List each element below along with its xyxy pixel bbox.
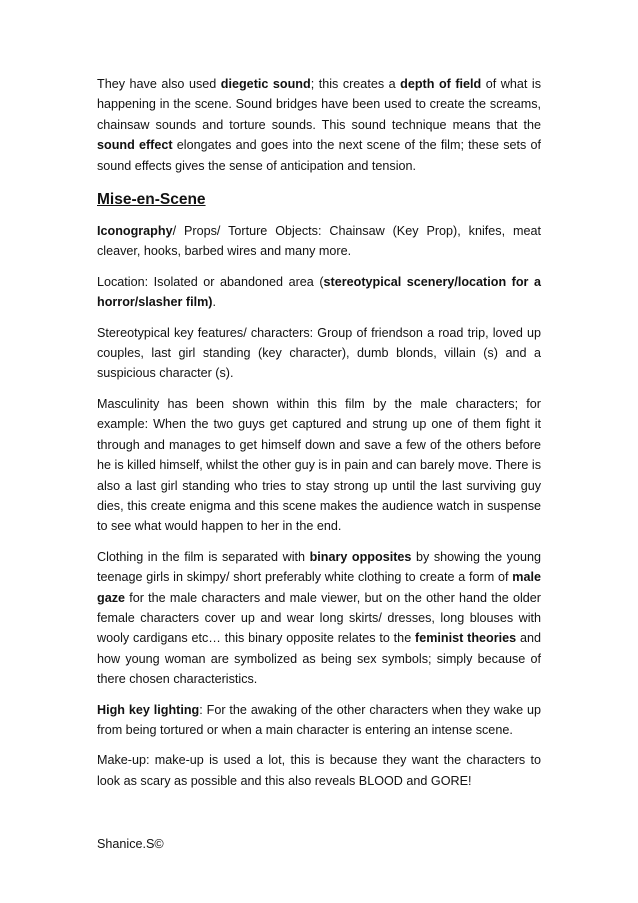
paragraph-key-features: Stereotypical key features/ characters: Group of friendson a road trip, loved up couples, last girl standing (key character), dumb blonds, villain (s) and a suspicious character (s). xyxy=(97,325,541,381)
text-run: Clothing in the film is separated with xyxy=(97,549,310,564)
bold-term: male gaze xyxy=(97,570,541,605)
paragraph-location xyxy=(97,272,541,313)
author-footer: Shanice.S© xyxy=(97,837,164,851)
bold-term: depth of field xyxy=(400,77,482,91)
text-run: for the male characters and male viewer, but on the other hand the older female characters cover up and wear long skirts/ dresses, long blouses with wooly cardigans etc… this binary opposite relates to the xyxy=(97,590,541,646)
bold-term: sound effect xyxy=(97,138,173,153)
text-run: by showing the young teenage girls in skimpy/ short preferably white clothing to create a form of xyxy=(97,549,541,585)
bold-term: stereotypical scenery/location for a horror/slasher film) xyxy=(97,274,541,310)
paragraph-diegetic-sound xyxy=(97,74,541,176)
bold-term: High key lighting xyxy=(97,702,200,717)
text-run: : For the awaking of the other characters when they wake up from being tortured or when a main character is entering an intense scene. xyxy=(97,702,542,737)
bold-term: diegetic sound xyxy=(220,77,311,91)
bold-term: binary opposites xyxy=(309,549,412,564)
bold-term: feminist theories xyxy=(415,631,517,646)
paragraph-iconography xyxy=(97,221,541,262)
text-run: and how young woman are symbolized as being sex symbols; simply because of there chosen characteristics. xyxy=(97,631,542,687)
document-body xyxy=(97,74,541,801)
text-run: of what is happening in the scene. Sound bridges have been used to create the screams, chainsaw sounds and torture sounds. This sound technique means that the xyxy=(97,77,541,132)
text-run: They have also used xyxy=(97,77,221,91)
bold-term: Iconography xyxy=(97,224,173,239)
paragraph-clothing xyxy=(97,547,541,690)
text-run: . xyxy=(212,295,216,310)
paragraph-make-up: Make-up: make-up is used a lot, this is because they want the characters to look as scary as possible and this also reveals BLOOD and GORE! xyxy=(97,753,541,788)
paragraph-masculinity: Masculinity has been shown within this film by the male characters; for example: When the two guys get captured and strung up one of them fight it through and manages to get himself down and save a few of the others before he is killed himself, whilst the other guy is in pain and can barely move. There is also a last girl standing who tries to stay strong up until the last surviving guy dies, this create enigma and this scene makes the audience watch in suspense to see what would happen to her in the end. xyxy=(97,396,541,534)
section-heading-mise-en-scene: Mise-en-Scene xyxy=(97,191,206,209)
text-run: elongates and goes into the next scene of the film; these sets of sound effects gives the sense of anticipation and tension. xyxy=(97,138,541,173)
text-run: ; this creates a xyxy=(310,77,401,91)
paragraph-lighting xyxy=(97,700,541,741)
text-run: Location: Isolated or abandoned area ( xyxy=(97,274,324,289)
text-run: / Props/ Torture Objects: Chainsaw (Key Prop), knifes, meat cleaver, hooks, barbed wires and many more. xyxy=(97,224,541,259)
